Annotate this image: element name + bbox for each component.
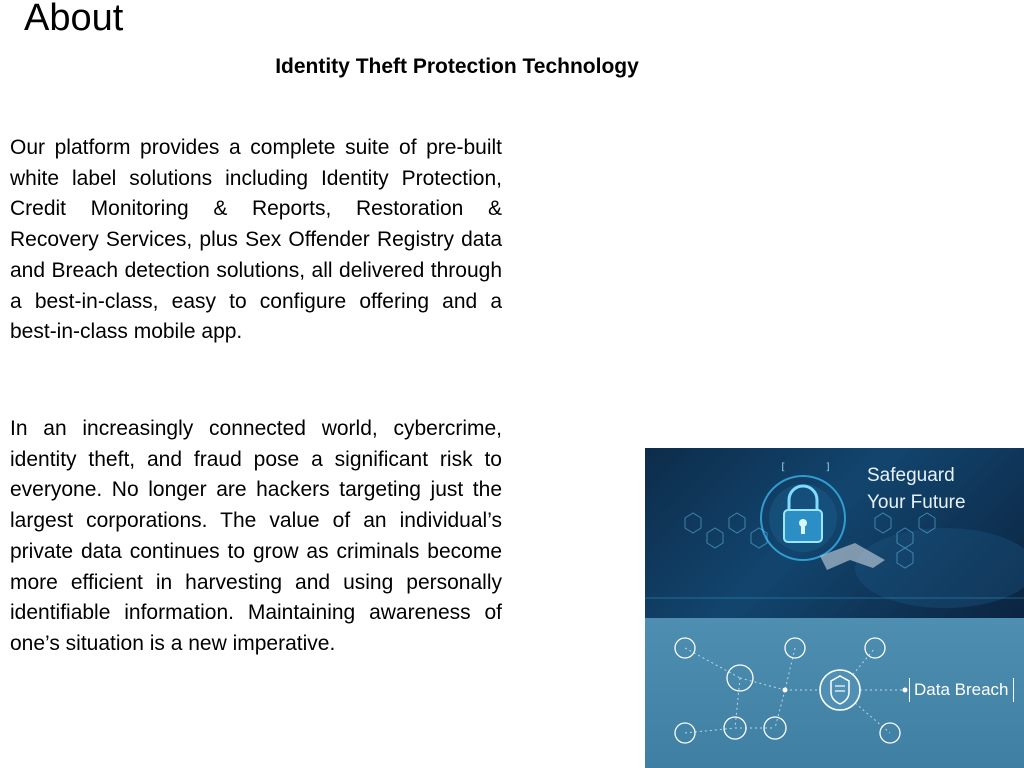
safeguard-line-1: Safeguard: [867, 465, 955, 486]
svg-text:[: [: [780, 462, 787, 473]
data-breach-label: Data Breach: [909, 678, 1014, 702]
safeguard-image: [645, 448, 1024, 618]
data-breach-image: [645, 618, 1024, 768]
intro-paragraph: Our platform provides a complete suite of pre-built white label solutions including Identity Protection, Credit Monitoring & Reports, Restoration & Recovery Services, plus Sex Offender Registry data and Breach detection solutions, all delivered through a best-in-class, easy to configure offering and a best-in-class mobile app.: [10, 136, 502, 344]
page-title: About: [24, 0, 124, 39]
shield-document-icon: [820, 670, 860, 710]
safeguard-graphic: [645, 448, 1024, 618]
safeguard-line-2: Your Future: [867, 492, 966, 513]
page-subtitle: Identity Theft Protection Technology: [275, 55, 639, 78]
safeguard-caption: [867, 462, 966, 516]
context-paragraph: In an increasingly connected world, cybercrime, identity theft, and fraud pose a significant risk to everyone. No longer are hackers targeting just the largest corporations. The value of an individual’s private data continues to grow as criminals become more efficient in harvesting and using personally identifiable information. Maintaining awareness of one’s situation is a new imperative.: [10, 417, 502, 655]
svg-text:]: ]: [825, 462, 832, 473]
